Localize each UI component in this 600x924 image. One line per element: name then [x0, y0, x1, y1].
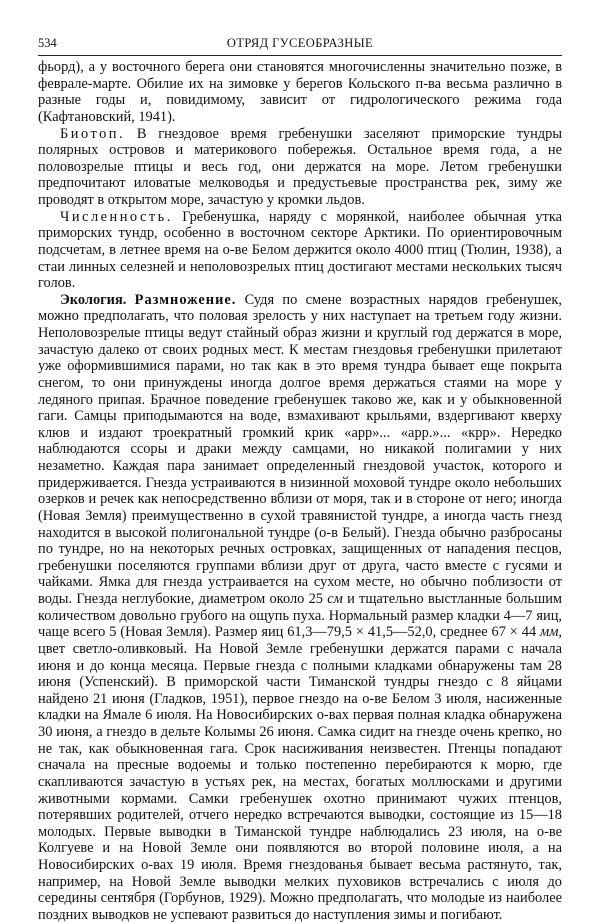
section-lead-biotope: Биотоп.	[60, 125, 126, 142]
section-lead-ecology: Экология.	[60, 291, 127, 308]
section-title: ОТРЯД ГУСЕОБРАЗНЫЕ	[226, 36, 374, 50]
paragraph-text: цвет светло-оливковый. На Новой Земле гребенушки держатся парами с начала июня и до конца месяца. Первые гнезда с полными кладками обнаружены там 28 июня (Успенский). В приморской части Тиманской тундры гнездо с 8 яйцами найдено 21 июня (Гладков, 1951), первое гнездо на о-ве Белом 3 июля, насиженные кладки на Ямале 6 июля. На Новосибирских о-вах первая полная кладка обнаружена 30 июня, а гнездо в дельте Колымы 26 июня. Самка сидит на гнезде очень крепко, но не так, как обыкновенная гага. Срок насиживания неизвестен. Птенцы попадают сначала на пресные водоемы и только постепенно перебираются к морю, где скапливаются зачастую в устьях рек, на местах, богатых моллюсками и другими животными кормами. Самки гребенушек охотно принимают чужих птенцов, потерявших родителей, отчего нередко встречаются выводки, состоящие из 15—18 молодых. Первые выводки в Тиманской тундре наблюдались 23 июля, на о-ве Колгуеве и на Новой Земле они появляются во второй половине июля, а на Новосибирских о-вах 19 июля. Время гнездованья бывает весьма растянуто, так, например, на Новой Земле выводки мелких пуховиков встречались с июля до середины сентября (Горбунов, 1929). Можно предполагать, что молодые из наиболее поздних выводков не успевают развиться до наступления зимы и погибают.	[38, 640, 562, 923]
paragraph-biotope	[38, 126, 562, 209]
paragraph-text: Гребенушка, наряду с морянкой, наиболее обычная утка приморских тундр, особенно в восточном секторе Арктики. По ориентировочным подсчетам, в летнее время на о-ве Белом держится около 4000 птиц (Тюлин, 1938), а стаи линных селезней и неполовозрелых птиц достигают местами нескольких тысяч голов.	[38, 208, 562, 292]
paragraph-text: фьорд), а у восточного берега они становятся многочисленны значительно позже, в феврале-марте. Обилие их на зимовке у берегов Кольского п-ва весьма различно в разные годы и, повидимому, зависит от гидрологического режима года (Кафтановский, 1941).	[38, 59, 562, 125]
paragraph-text: и тщательно выстланные большим количеством довольно грубого на ощупь пуха. Нормальный размер кладки 4—7 яиц, чаще всего 5 (Новая Земля). Размер яиц 61,3—79,5 × 41,5—52,0, среднее 67 × 44	[38, 591, 563, 641]
unit-mm: мм,	[540, 624, 562, 641]
paragraph-wintering	[38, 59, 562, 126]
unit-cm: см	[327, 591, 343, 607]
paragraph-text: В гнездовое время гребенушки заселяют приморские тундры полярных островов и материкового побережья. Остальное время года, а не половозрелые птицы и весь год, они держатся на море. Летом гребенушки предпочитают иловатые мелководья и предустьевые пространства рек, зиму же проводят в открытом море, зачастую у кромки льдов.	[38, 125, 562, 208]
paragraph-text: Судя по смене возрастных нарядов гребенушек, можно предполагать, что половая зрелость у них наступает на третьем году жизни. Неполовозрелые птицы ведут стайный образ жизни и круглый год держатся в море, зачастую далеко от своих родных мест. К местам гнездовья гребенушки прилетают уже оформившимися парами, но так как в это время тундра бывает еще покрыта снегом, то они принуждены иногда долгое время держаться стаями на море у ледяного припая. Брачное поведение гребенушек таково же, как и у обыкновенной гаги. Самцы приподымаются на воде, взмахивают крыльями, вздергивают кверху клюв и издают троекратный громкий крик «арр»... «арр.»... «крр». Нередко наблюдаются ссоры и драки между самцами, но никакой полигамии у них незаметно. Каждая пара занимает определенный гнездовой участок, которого и придерживается. Гнезда устраиваются в низинной моховой тундре около небольших озерков и речек как непосредственно вблизи от моря, так и в стороне от него; иногда (Новая Земля) преимущественно в сухой травянистой тундре, а иногда часть гнезд находится в высокой полигональной тундре (о-в Белый). Гнезда обычно разбросаны по тундре, но на некоторых речных островках, защищенных от нападения песцов, гребенушки поселяются группами вблизи друг от друга, часто вместе с гусями и чайками. Ямка для гнезда устраивается на сухом месте, но обычно поблизости от воды. Гнезда неглубокие, диаметром около 25	[38, 291, 562, 607]
header-rule	[38, 55, 562, 56]
page-number: 534	[38, 36, 57, 50]
paragraph-abundance	[38, 209, 562, 292]
section-lead-abundance: Численность.	[60, 208, 173, 225]
paragraph-ecology	[38, 292, 562, 924]
running-head	[38, 36, 562, 52]
section-lead-reproduction: Размножение.	[134, 291, 237, 308]
body-text	[38, 59, 562, 924]
